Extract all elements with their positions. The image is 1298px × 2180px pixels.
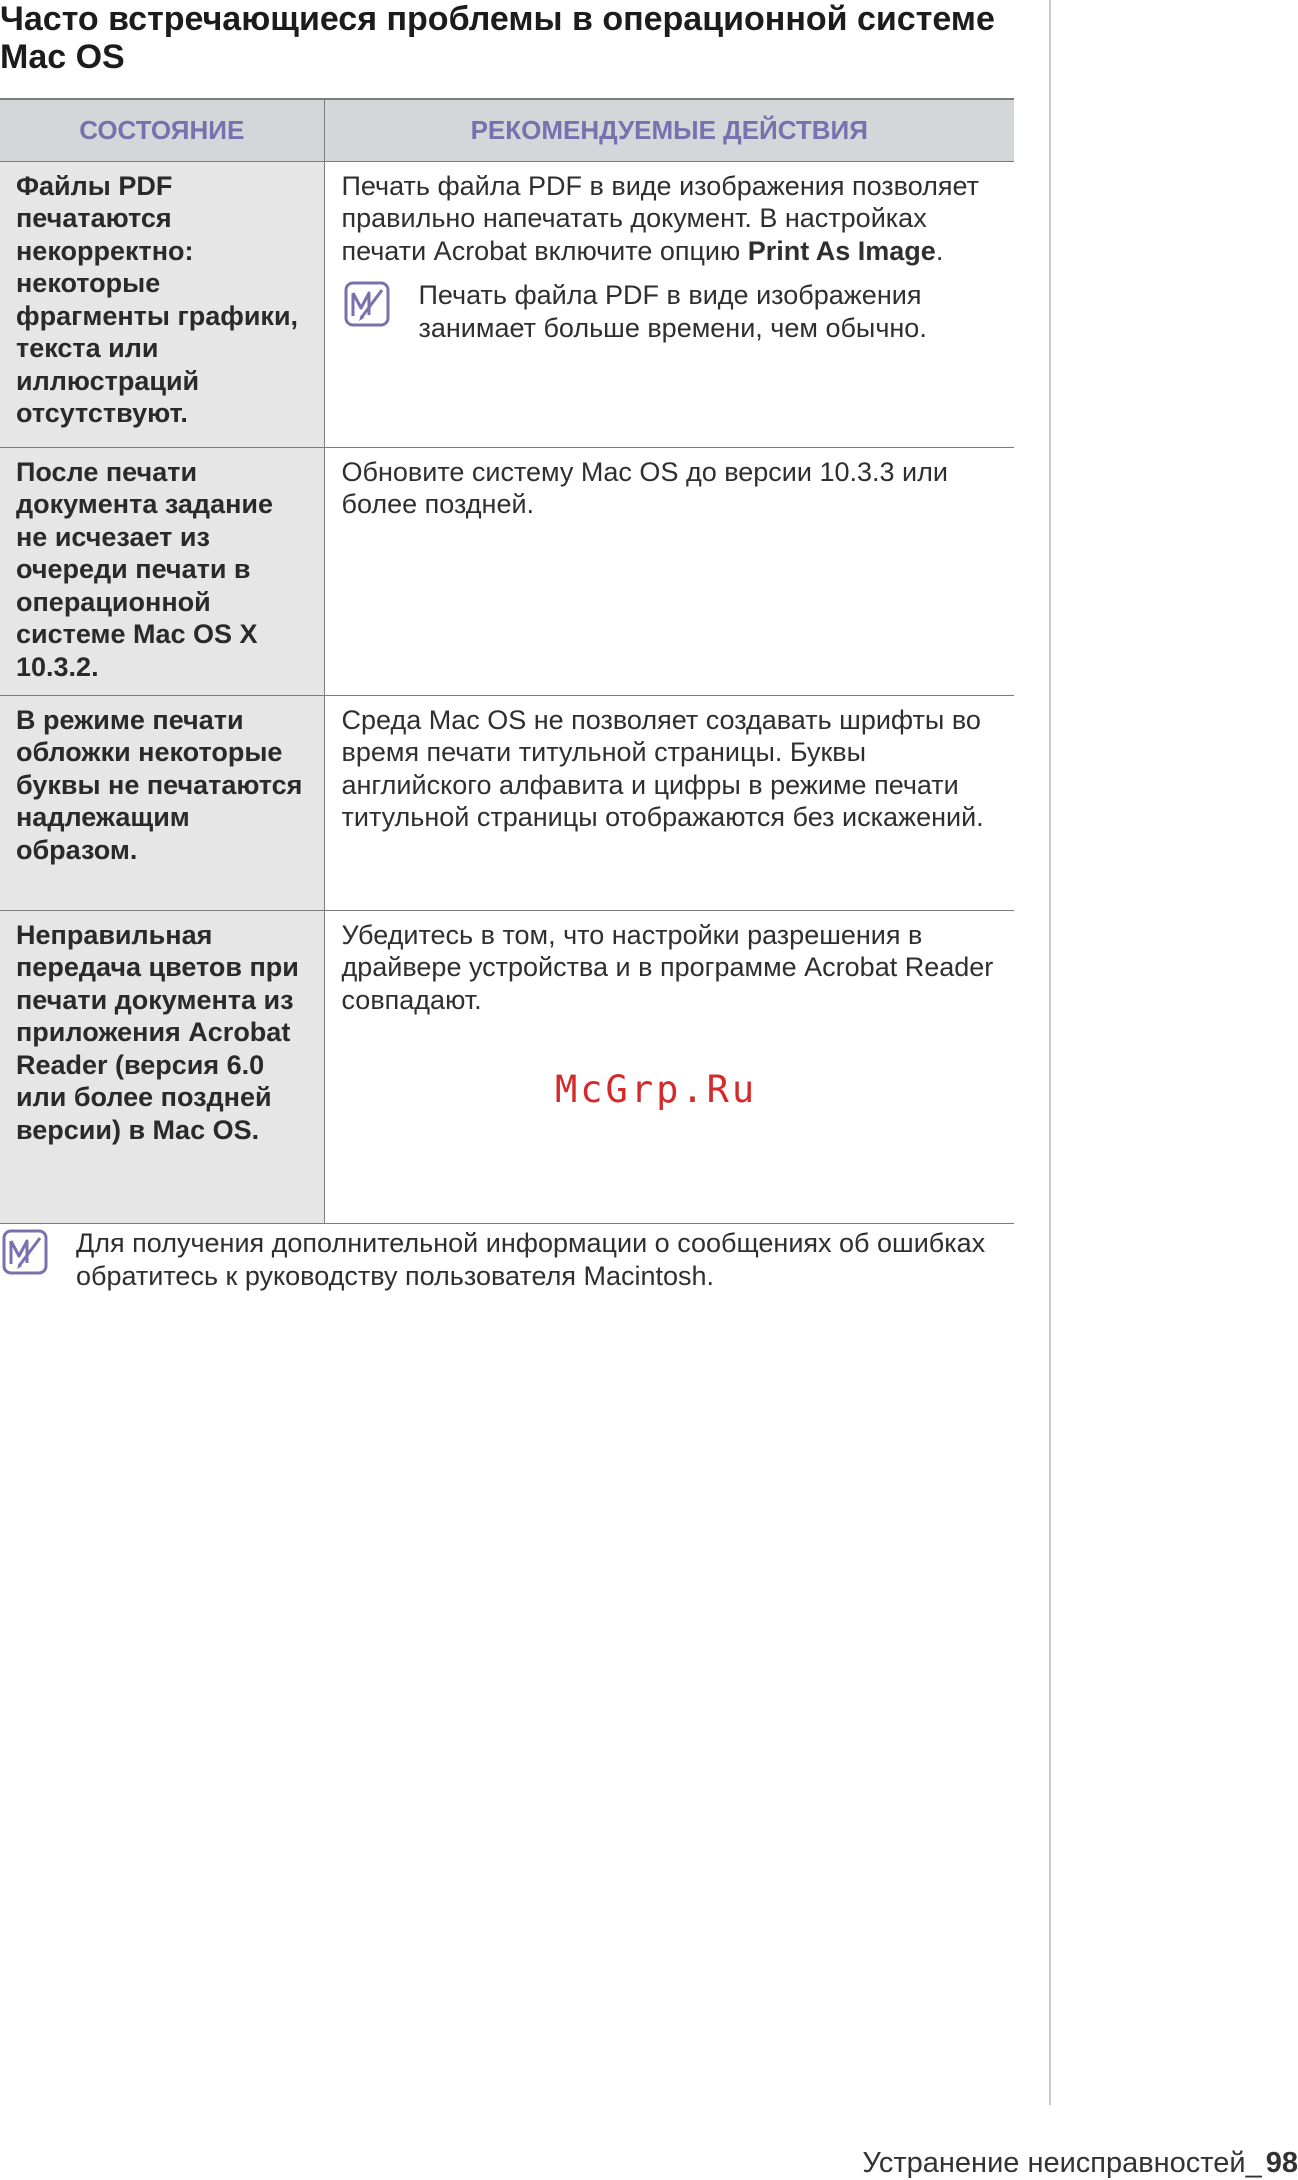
note-icon — [344, 281, 390, 327]
action-text: Печать файла PDF в виде изображения позволяет правильно напечатать документ. В настройках печати Acrobat включите опцию Print As Image. — [341, 170, 979, 266]
table-row — [0, 161, 1014, 447]
option-name: Print As Image — [747, 235, 936, 266]
page-number: 98 — [1265, 2147, 1298, 2179]
note-text: Для получения дополнительной информации о сообщениях об ошибках обратитесь к руководству пользователя Macintosh. — [76, 1228, 986, 1291]
page-title: Часто встречающиеся проблемы в операционной системе Mac OS — [0, 0, 995, 76]
action-cell: Убедитесь в том, что настройки разрешения в драйвере устройства и в программе Acrobat Reader совпадают. — [324, 910, 1014, 1223]
condition-cell: После печати документа задание не исчезает из очереди печати в операционной системе Mac OS X 10.3.2. — [0, 447, 324, 695]
note-text: Печать файла PDF в виде изображения занимает больше времени, чем обычно. — [418, 280, 927, 343]
condition-cell: Файлы PDF печатаются некорректно: некоторые фрагменты графики, текста или иллюстраций отсутствуют. — [0, 161, 324, 447]
header-actions: РЕКОМЕНДУЕМЫЕ ДЕЙСТВИЯ — [324, 99, 1014, 161]
table-row — [0, 910, 1014, 1223]
right-divider — [1049, 0, 1051, 2105]
bottom-note — [0, 1227, 1000, 1292]
footer-section: Устранение неисправностей_ — [862, 2147, 1262, 2179]
table-header-row — [0, 99, 1014, 161]
action-cell: Среда Mac OS не позволяет создавать шрифты во время печати титульной страницы. Буквы английского алфавита и цифры в режиме печати титульной страницы отображаются без искажений. — [324, 695, 1014, 910]
table-row — [0, 695, 1014, 910]
action-cell — [324, 161, 1014, 447]
condition-cell: Неправильная передача цветов при печати документа из приложения Acrobat Reader (версия 6.0 или более поздней версии) в Mac OS. — [0, 910, 324, 1223]
header-condition: СОСТОЯНИЕ — [0, 99, 324, 161]
table-row — [0, 447, 1014, 695]
condition-cell: В режиме печати обложки некоторые буквы не печатаются надлежащим образом. — [0, 695, 324, 910]
note-icon — [2, 1229, 48, 1275]
watermark: McGrp.Ru — [555, 1068, 758, 1111]
inline-note — [342, 279, 995, 344]
issues-table — [0, 98, 1014, 1224]
page-footer — [862, 2147, 1298, 2179]
action-cell: Обновите систему Mac OS до версии 10.3.3 или более поздней. — [324, 447, 1014, 695]
